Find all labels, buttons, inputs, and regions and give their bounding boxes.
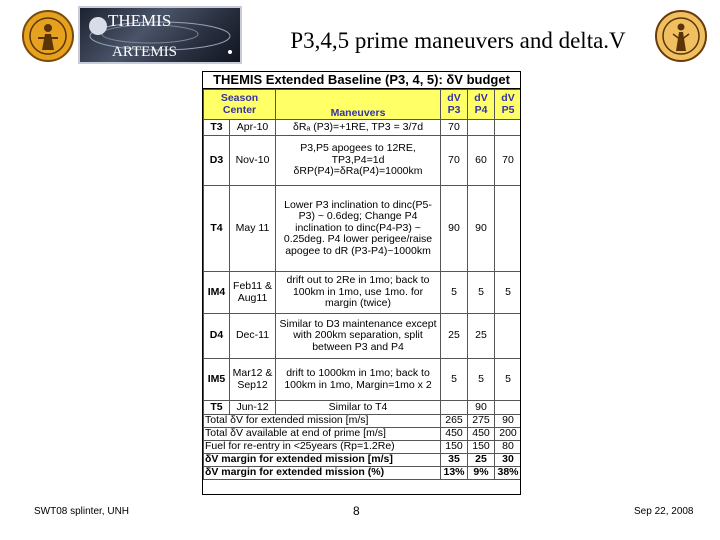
date-cell: Feb11 & Aug11 <box>230 272 276 314</box>
summary-row <box>204 467 522 480</box>
maneuvers-cell: δRₐ (P3)=+1RE, TP3 = 3/7d <box>276 120 441 136</box>
summary-row <box>204 454 522 467</box>
summary-p3-cell: 35 <box>441 454 468 467</box>
dv-p5-cell <box>495 401 521 415</box>
dv-p5-cell: 70 <box>495 136 521 186</box>
summary-row <box>204 441 522 454</box>
footer-event: SWT08 splinter, UNH <box>34 506 130 517</box>
season-cell: T5 <box>204 401 230 415</box>
header-row <box>204 90 522 120</box>
table-row <box>204 120 522 136</box>
dv-p5-cell <box>495 120 521 136</box>
budget-grid <box>203 89 521 480</box>
header-dv-p3 <box>441 90 468 120</box>
maneuvers-cell: Similar to T4 <box>276 401 441 415</box>
season-cell: T4 <box>204 186 230 272</box>
season-cell: D4 <box>204 314 230 359</box>
summary-p4-cell: 9% <box>468 467 495 480</box>
summary-label: δV margin for extended mission [m/s] <box>204 454 441 467</box>
slide-title: P3,4,5 prime maneuvers and delta.V <box>290 28 626 53</box>
season-cell: IM4 <box>204 272 230 314</box>
dv-p3-cell <box>441 401 468 415</box>
table-row <box>204 272 522 314</box>
summary-p3-cell: 265 <box>441 415 468 428</box>
dv-p4-cell: 25 <box>468 314 495 359</box>
summary-row <box>204 428 522 441</box>
date-cell: Nov-10 <box>230 136 276 186</box>
page-number: 8 <box>353 504 360 518</box>
artemis-logo-right <box>655 10 707 62</box>
dv-budget-table <box>202 71 521 495</box>
dv-p4-cell: 60 <box>468 136 495 186</box>
summary-p3-cell: 13% <box>441 467 468 480</box>
maneuvers-cell: Similar to D3 maintenance except with 200km separation, split between P3 and P4 <box>276 314 441 359</box>
date-cell: Apr-10 <box>230 120 276 136</box>
header-dv-p4-line1: dV <box>474 92 488 104</box>
header-maneuvers: Maneuvers <box>276 90 441 120</box>
header-season <box>204 90 276 120</box>
season-cell: IM5 <box>204 359 230 401</box>
table-row <box>204 359 522 401</box>
summary-p4-cell: 275 <box>468 415 495 428</box>
header-dv-p5-line1: dV <box>501 92 515 104</box>
header-dv-p3-line1: dV <box>447 92 461 104</box>
summary-label: δV margin for extended mission (%) <box>204 467 441 480</box>
themis-artemis-banner <box>78 6 242 64</box>
date-cell: Jun-12 <box>230 401 276 415</box>
header-dv-p5 <box>495 90 521 120</box>
summary-p5-cell: 38% <box>495 467 521 480</box>
summary-label: Fuel for re-entry in <25years (Rp=1.2Re) <box>204 441 441 454</box>
summary-p5-cell: 90 <box>495 415 521 428</box>
dv-p5-cell: 5 <box>495 359 521 401</box>
season-cell: D3 <box>204 136 230 186</box>
header-season-line2: Center <box>222 103 257 116</box>
table-row <box>204 186 522 272</box>
footer-date: Sep 22, 2008 <box>634 506 694 517</box>
date-cell: Mar12 & Sep12 <box>230 359 276 401</box>
summary-label: Total δV for extended mission [m/s] <box>204 415 441 428</box>
summary-row <box>204 415 522 428</box>
table-title: THEMIS Extended Baseline (P3, 4, 5): δV budget <box>203 72 520 89</box>
header-season-line1: Season <box>220 92 259 104</box>
maneuvers-cell: P3,P5 apogees to 12RE, TP3,P4=1d δRP(P4)=δRa(P4)=1000km <box>276 136 441 186</box>
summary-p4-cell: 25 <box>468 454 495 467</box>
maneuvers-cell: drift out to 2Re in 1mo; back to 100km in 1mo, use 1mo. for margin (twice) <box>276 272 441 314</box>
dv-p3-cell: 25 <box>441 314 468 359</box>
dv-p4-cell: 5 <box>468 359 495 401</box>
dv-p4-cell: 5 <box>468 272 495 314</box>
dv-p3-cell: 5 <box>441 272 468 314</box>
season-cell: T3 <box>204 120 230 136</box>
summary-p5-cell: 80 <box>495 441 521 454</box>
dv-p5-cell: 5 <box>495 272 521 314</box>
summary-p3-cell: 150 <box>441 441 468 454</box>
header-dv-p3-line2: P3 <box>447 103 461 116</box>
table-row <box>204 314 522 359</box>
summary-p5-cell: 200 <box>495 428 521 441</box>
figure-emblem-icon <box>28 16 68 56</box>
maneuvers-cell: drift to 1000km in 1mo; back to 100km in 1mo, Margin=1mo x 2 <box>276 359 441 401</box>
dv-p3-cell: 90 <box>441 186 468 272</box>
dv-p3-cell: 70 <box>441 136 468 186</box>
header-dv-p5-line2: P5 <box>501 103 515 116</box>
date-cell: May 11 <box>230 186 276 272</box>
goddess-emblem-icon <box>661 16 701 56</box>
table-row <box>204 401 522 415</box>
maneuvers-cell: Lower P3 inclination to dinc(P5-P3) ~ 0.6deg; Change P4 inclination to dinc(P4-P3) ~ 0.25deg. P4 lower perigee/raise apogee to dR (P3-P4)~1000km <box>276 186 441 272</box>
summary-p4-cell: 450 <box>468 428 495 441</box>
themis-logo-left <box>22 10 74 62</box>
header-dv-p4 <box>468 90 495 120</box>
banner-text-artemis: ARTEMIS <box>112 44 177 60</box>
dv-p3-cell: 5 <box>441 359 468 401</box>
summary-p4-cell: 150 <box>468 441 495 454</box>
summary-p5-cell: 30 <box>495 454 521 467</box>
dv-p5-cell <box>495 314 521 359</box>
dv-p4-cell: 90 <box>468 401 495 415</box>
summary-p3-cell: 450 <box>441 428 468 441</box>
dv-p4-cell <box>468 120 495 136</box>
banner-text-themis: THEMIS <box>108 11 172 30</box>
table-row <box>204 136 522 186</box>
summary-label: Total δV available at end of prime [m/s] <box>204 428 441 441</box>
header-dv-p4-line2: P4 <box>474 103 488 116</box>
date-cell: Dec-11 <box>230 314 276 359</box>
dv-p4-cell: 90 <box>468 186 495 272</box>
dv-p3-cell: 70 <box>441 120 468 136</box>
dv-p5-cell <box>495 186 521 272</box>
